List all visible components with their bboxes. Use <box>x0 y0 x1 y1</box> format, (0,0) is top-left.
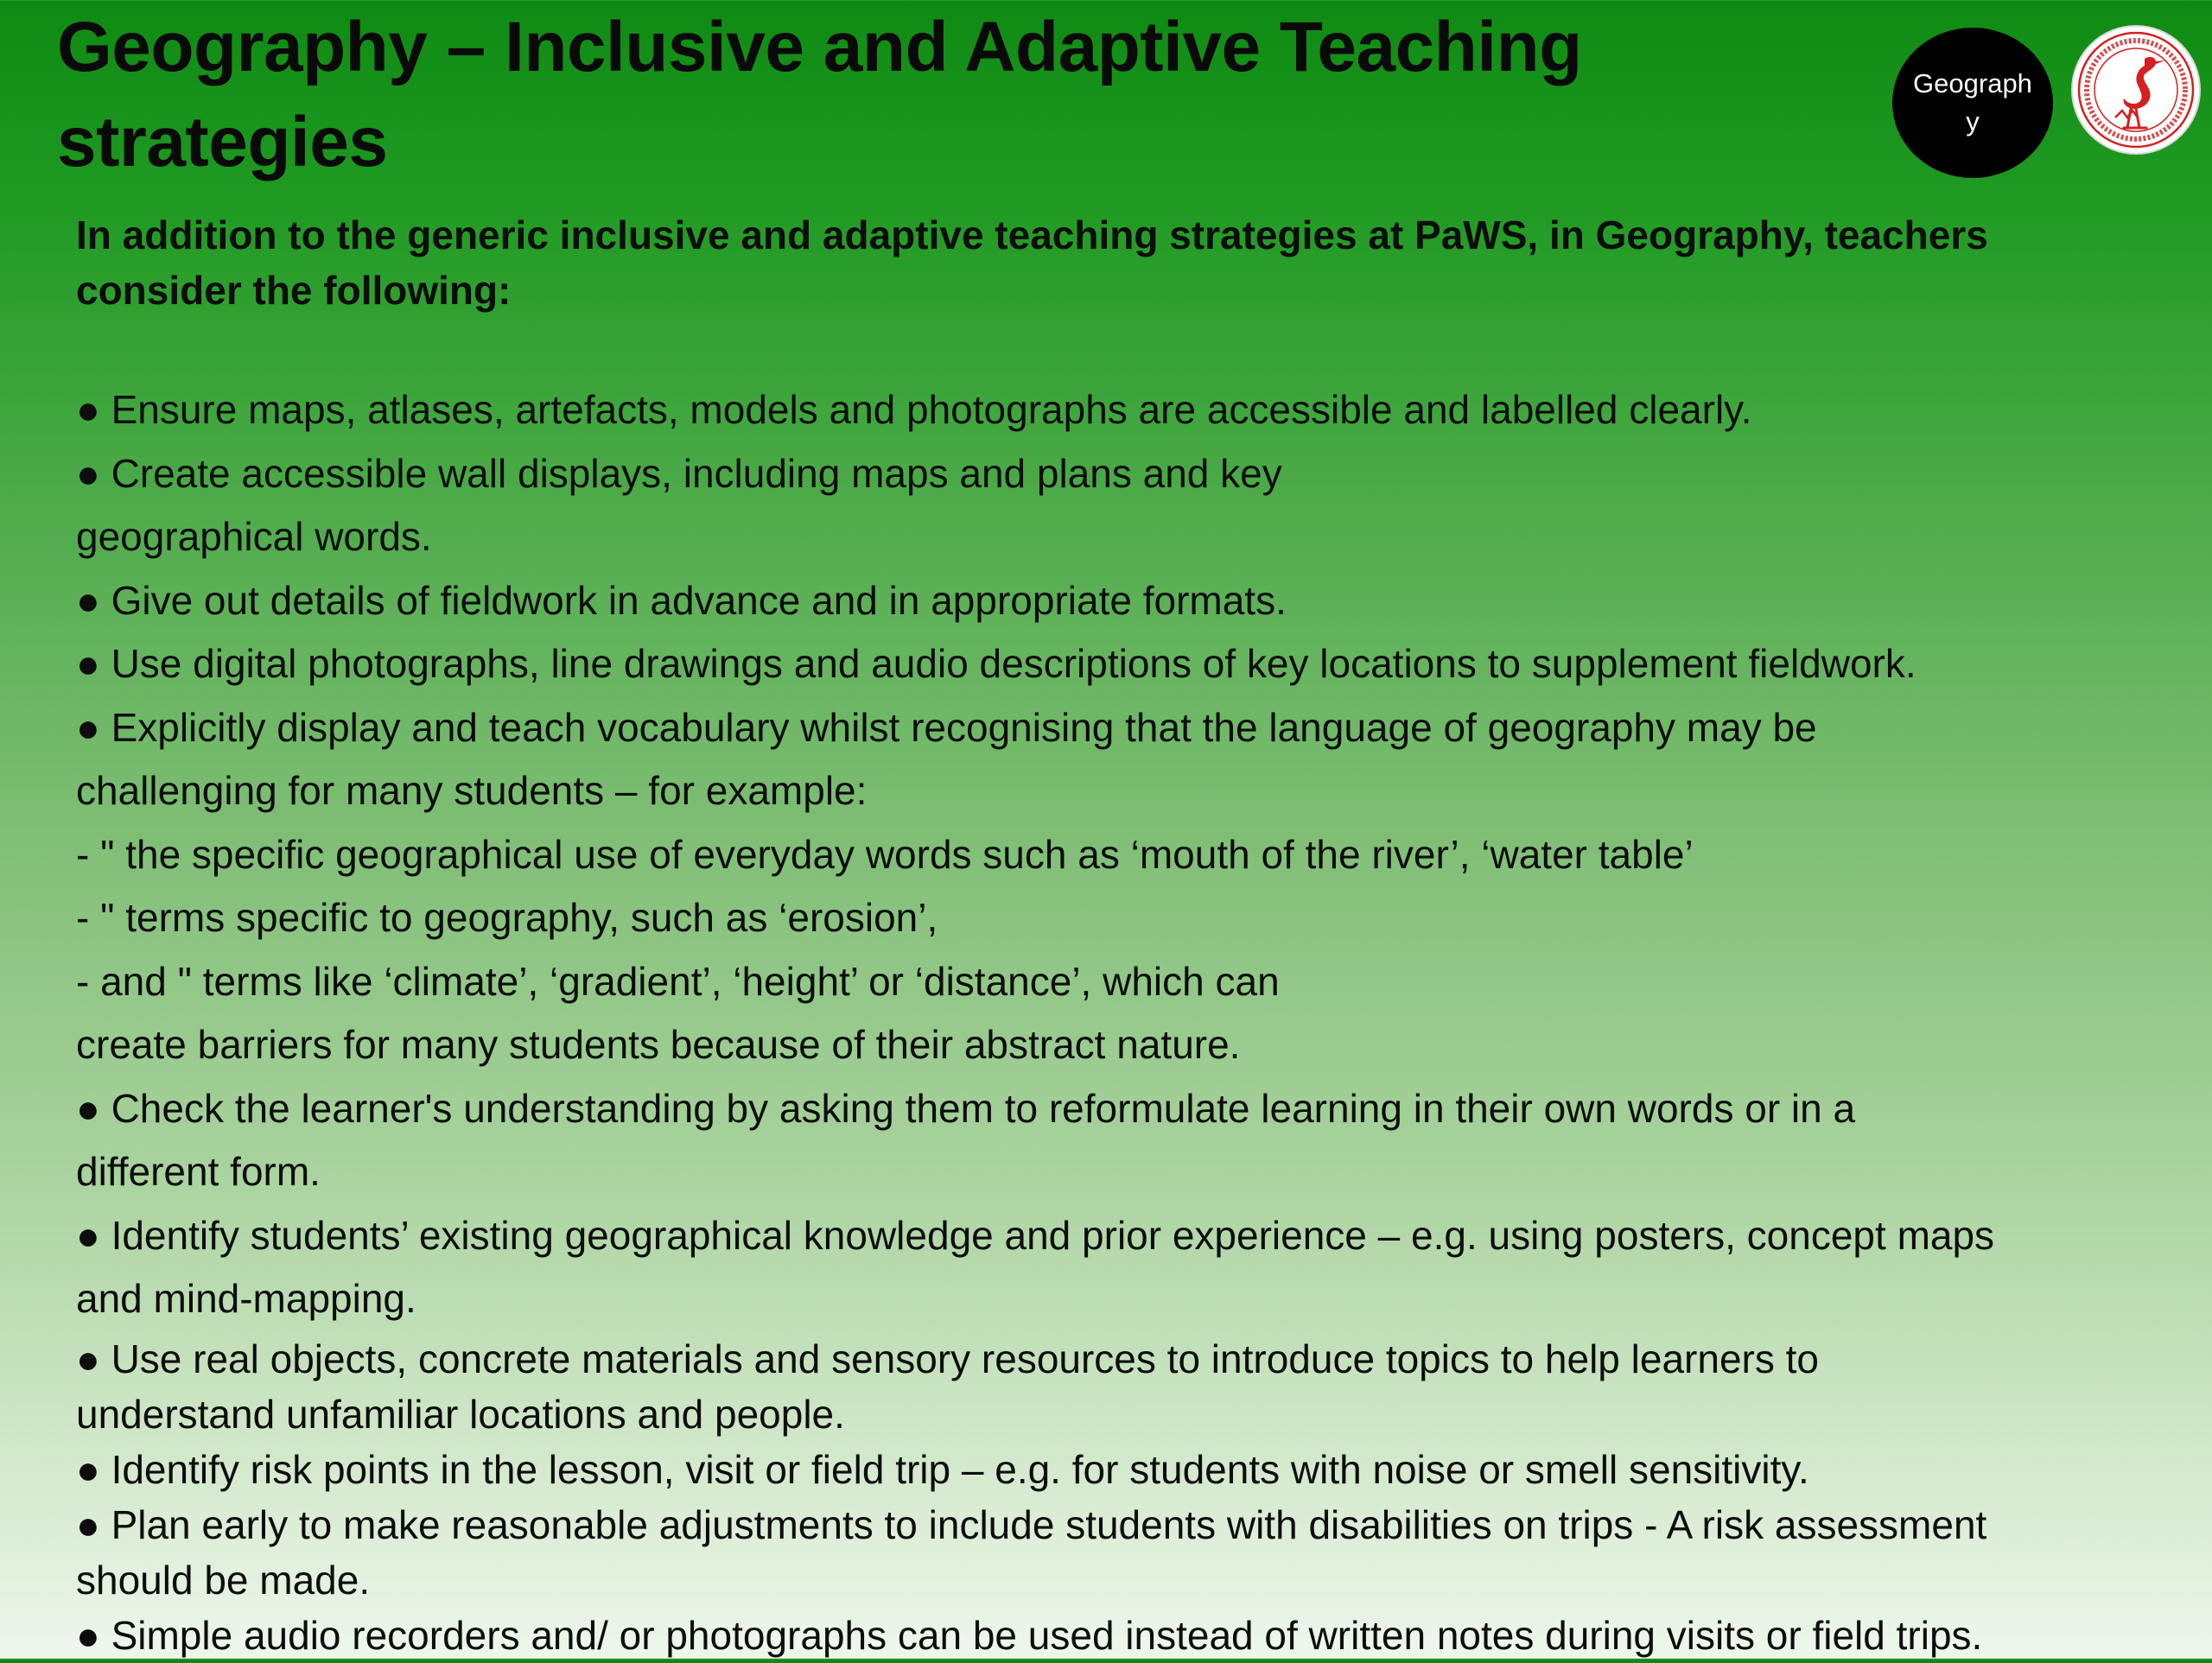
list-item: ● Give out details of fieldwork in advance and in appropriate formats. <box>76 577 1287 623</box>
list-item: ● Identify students’ existing geographical knowledge and prior experience – e.g. using posters, concept maps <box>76 1212 1995 1258</box>
intro-paragraph: In addition to the generic inclusive and adaptive teaching strategies at PaWS, in Geography, teachers consider the following: <box>76 213 1988 313</box>
strategy-list <box>76 378 2167 1663</box>
list-item: challenging for many students – for example: <box>76 768 868 813</box>
list-item: and mind-mapping. <box>76 1276 416 1321</box>
list-item: different form. <box>76 1149 321 1194</box>
list-item: geographical words. <box>76 514 432 559</box>
subject-badge <box>1892 28 2053 178</box>
list-item: ● Create accessible wall displays, including maps and plans and key <box>76 450 1282 496</box>
list-item: ● Ensure maps, atlases, artefacts, models and photographs are accessible and labelled clearly. <box>76 387 1752 432</box>
list-item: understand unfamiliar locations and people. <box>76 1391 845 1437</box>
list-item: ● Use real objects, concrete materials and sensory resources to introduce topics to help learners to <box>76 1336 1819 1381</box>
list-item: - " terms specific to geography, such as ‘erosion’, <box>76 895 938 940</box>
list-item: should be made. <box>76 1557 371 1603</box>
list-item: ● Identify risk points in the lesson, visit or field trip – e.g. for students with noise or smell sensitivity. <box>76 1446 1809 1492</box>
list-item: ● Check the learner's understanding by asking them to reformulate learning in their own words or in a <box>76 1085 1856 1131</box>
list-item: - " the specific geographical use of everyday words such as ‘mouth of the river’, ‘water table’ <box>76 831 1694 877</box>
list-item: ● Use digital photographs, line drawings and audio descriptions of key locations to supplement fieldwork. <box>76 641 1916 686</box>
list-item: ● Simple audio recorders and/ or photographs can be used instead of written notes during visits or field trips. <box>76 1612 1983 1658</box>
subject-badge-label: Geography <box>1913 68 2032 136</box>
list-item: create barriers for many students because of their abstract nature. <box>76 1022 1241 1067</box>
school-crest-icon <box>2070 24 2202 156</box>
slide-title: Geography – Inclusive and Adaptive Teaching strategies <box>57 8 1582 181</box>
list-item: ● Plan early to make reasonable adjustments to include students with disabilities on trips - A risk assessment <box>76 1501 1987 1547</box>
list-item: - and " terms like ‘climate’, ‘gradient’, ‘height’ or ‘distance’, which can <box>76 958 1280 1004</box>
list-item: ● Explicitly display and teach vocabulary whilst recognising that the language of geography may be <box>76 704 1817 750</box>
